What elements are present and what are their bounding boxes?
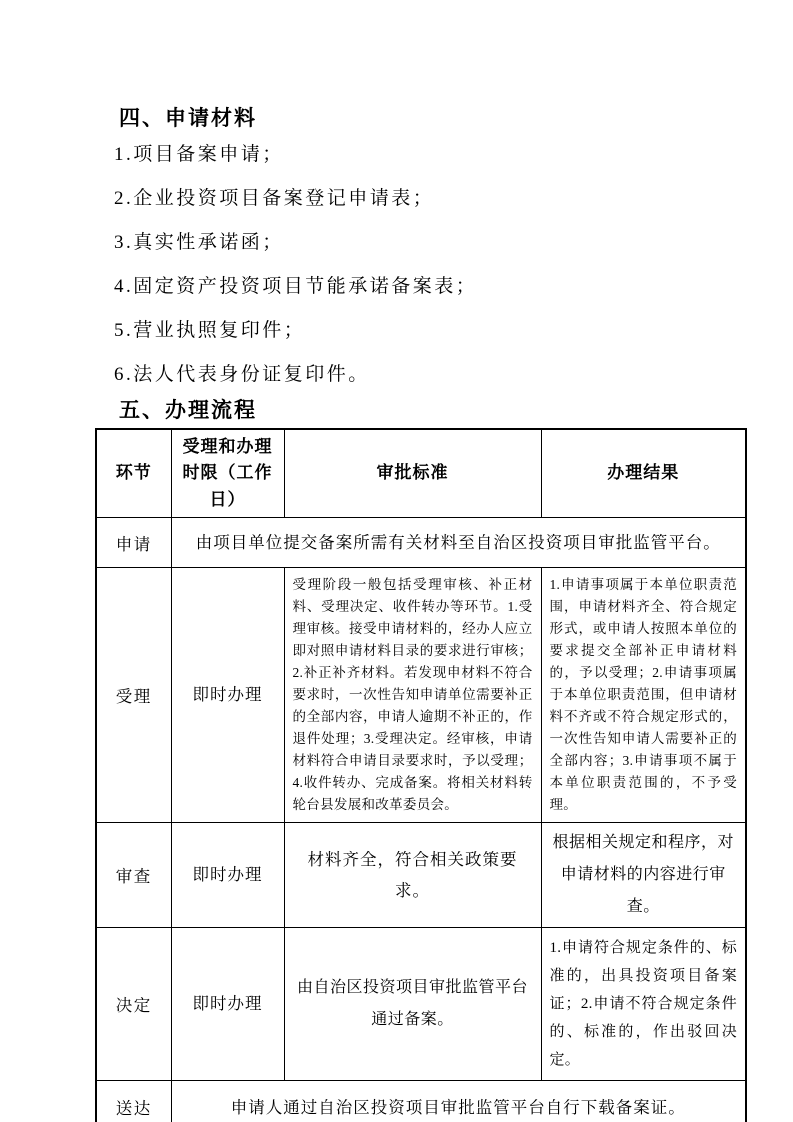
table-row-review [96,823,746,928]
delivery-merged-text: 申请人通过自治区投资项目审批监管平台自行下载备案证。 [171,1081,746,1122]
step-review: 审查 [96,823,171,928]
accept-time-limit: 即时办理 [171,568,284,823]
process-table [95,428,747,1122]
review-result: 根据相关规定和程序，对申请材料的内容进行审查。 [541,823,746,928]
step-apply: 申请 [96,518,171,568]
step-delivery: 送达 [96,1081,171,1122]
section-heading-process: 五、办理流程 [119,399,257,422]
table-row-delivery [96,1081,746,1122]
material-item-3: 3.真实性承诺函； [114,232,284,253]
materials-list [114,143,477,407]
material-item-6: 6.法人代表身份证复印件。 [114,364,370,385]
table-row-apply [96,518,746,568]
table-row-decision [96,928,746,1081]
step-decision: 决定 [96,928,171,1081]
section-heading-materials: 四、申请材料 [119,107,257,130]
step-accept: 受理 [96,568,171,823]
accept-standard: 受理阶段一般包括受理审核、补正材料、受理决定、收件转办等环节。1.受理审核。接受申请材料的，经办人应立即对照申请材料目录的要求进行审核；2.补正补齐材料。若发现申材料不符合要求时，一次性告知申请单位需要补正的全部内容，申请人逾期不补正的，作退件处理；3.受理决定。经审核，申请材料符合申请目录要求时，予以受理；4.收件转办、完成备案。将相关材料转轮台县发展和改革委员会。 [284,568,541,823]
material-item-4: 4.固定资产投资项目节能承诺备案表； [114,276,478,297]
review-time-limit: 即时办理 [171,823,284,928]
accept-result: 1.申请事项属于本单位职责范围，申请材料齐全、符合规定形式，或申请人按照本单位的要求提交全部补正申请材料的，予以受理；2.申请事项属于本单位职责范围，但申请材料不齐或不符合规定形式的，一次性告知申请人需要补正的全部内容；3.申请事项不属于本单位职责范围的，不予受理。 [541,568,746,823]
table-row-accept [96,568,746,823]
table-header-row [96,429,746,518]
review-standard: 材料齐全，符合相关政策要求。 [284,823,541,928]
col-header-step: 环节 [96,429,171,518]
decision-time-limit: 即时办理 [171,928,284,1081]
material-item-5: 5.营业执照复印件； [114,320,306,341]
apply-merged-text: 由项目单位提交备案所需有关材料至自治区投资项目审批监管平台。 [171,518,746,568]
decision-standard: 由自治区投资项目审批监管平台通过备案。 [284,928,541,1081]
col-header-result: 办理结果 [541,429,746,518]
material-item-2: 2.企业投资项目备案登记申请表； [114,188,435,209]
decision-result: 1.申请符合规定条件的、标准的，出具投资项目备案证；2.申请不符合规定条件的、标准的，作出驳回决定。 [541,928,746,1081]
material-item-1: 1.项目备案申请； [114,144,284,165]
col-header-time-limit: 受理和办理时限（工作日） [171,429,284,518]
col-header-standard: 审批标准 [284,429,541,518]
